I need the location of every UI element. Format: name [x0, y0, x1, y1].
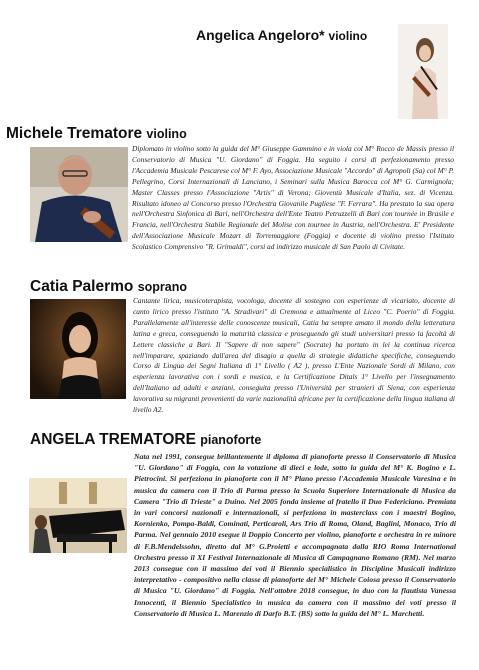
performer-name: ANGELA TREMATORE [30, 431, 196, 448]
bio-michele: Diplomato in violino sotto la guida del M° Giuseppe Gammino e in viola col M° Rocco de Massis presso il Conservatorio di Musica "U. Giordano" di Foggia. Ha seguito i corsi di perfezionamento presso l'Accademia Musicale Pescarese col M° F. Ayo, Associazione Musicale "Accordo" di Agropoli (Sa) col M° P. Pellegrino, Corsi Internazionali di Lanciano, i Seminari sulla Musica Barocca col M° G. Carmignola; Master Classes presso l'Associazione "Artis" di Verona; Gioventù Musicale d'Italia, sez. di Vicenza. Risultato idoneo al Concorso presso l'Orchestra Giovanile Pugliese "F. Ferrara". Ha prestato la sua opera nell'Orchestra Sinfonica di Bari, nell'Orchestra dell'Ente Teatro Petruzzelli di Bari con tournée in Brasile e Francia, nell'Orchestra Stabile Regionale del Molise con tournee in Austria, nell'Orchestra. E' Presidente dell'Associazione Musicale Mozart di Torremaggiore (Foggia) e docente di violino presso l'Istituto Scolastico Comprensivo "R. Grimaldi", corsi ad indirizzo musicale di San Paolo di Civitate. [132, 144, 454, 252]
heading-catia [30, 278, 187, 296]
photo-angelica [398, 24, 448, 119]
performer-name: Michele Trematore [6, 125, 143, 142]
performer-name: Angelica Angeloro* [196, 27, 325, 43]
bio-angela: Nata nel 1991, consegue brillantemente il diploma di pianoforte presso il Conservatorio di Musica "U. Giordano" di Foggia, con la votazione di dieci e lode, sotto la guida del M° K. Bogino e L. Pietrocini. Si perfeziona in pianoforte con il M° Plano presso l'Accademia Musicale Varesina e in musica da camera con il Trio di Parma presso la Scuola Superiore Internazionale di Musica da Camera "Trio di Trieste" a Duino. Nel 2005 fonda insieme al fratello il Duo Federiciano. Premiata in vari concorsi nazionali e internazionali, si perfeziona in masterclass con i maestri Bogino, Kornienko, Pompa-Baldi, Cominati, Perticaroli, Ars Trio di Roma, Oland, Baglini, Monaco, Trio di Parma. Nel gennaio 2010 esegue il Doppio Concerto per violino, pianoforte e orchestra in re minore di F.B.Mendelssohn, diretto dal M° G.Proietti e accompagnata dalla RIO Roma International Orchestra presso il XI Festival Internazionale di Musica di Campagnano Romano (RM). Nel marzo 2013 consegue con il massimo dei voti il Biennio specialistico in Discipline Musicali indirizzo interpretativo - compositivo nella classe di pianoforte del M° Michele Coiosa presso il Conservatorio di Musica "U. Giordano" di Foggia. Nell'ottobre 2018 consegue, in duo con la flautista Vanessa Innocenti, il Biennio Specialistico in musica da camera con il massimo dei voti presso il Conservatorio di Musica L. Marenzio di Darfo B.T. (BS) sotto la guida del M° L. Marchetti. [134, 452, 456, 618]
performer-instrument: violino [146, 127, 187, 141]
heading-angela [30, 431, 261, 449]
photo-angela [29, 478, 127, 553]
bio-catia: Cantante lirica, musicoterapista, vocologa, docente di sostegno con esperienze di vicariato, docente di canto lirico presso l'istituto "A. Stradivari" di Cremona e attualmente al Liceo "C. Poerio" di Foggia. Parallelamente all'interesse delle conoscenze musicali, Catia ha sempre amato il mondo della letteratura latina e greca, conseguendo la maturità classica e proseguendo gli studi universitari presso la facoltà di Lettere classiche a Bari. Il "Sapere di non sapere" (Socrate) ha portato in lei la continua ricerca nell'imparare, spaziando dall'area del disagio a quella di strategie didattiche specifiche, conseguendo Corso di Lingua dei Segni Italiana di 1° Livello ( A2 ), presso L'Ente Nazionale Sordi di Milano, con esperienza lavorativa con i sordi e musica, e la Certificazione Ditals 1° Livello per l'insegnamento dell'Italiano ad adulti e anziani, conseguita presso l'Università per stranieri di Siena, con esperienza lavorativa su migranti provenienti da varie nazionalità africane per la certificazione della lingua italiana di livello A2. [133, 296, 455, 415]
photo-catia [30, 299, 126, 399]
photo-michele [30, 147, 128, 242]
performer-name: Catia Palermo [30, 278, 134, 295]
performer-instrument: violino [328, 29, 368, 43]
heading-michele [6, 125, 187, 143]
heading-angelica [196, 27, 367, 43]
performer-instrument: soprano [137, 280, 188, 294]
performer-instrument: pianoforte [200, 433, 262, 447]
